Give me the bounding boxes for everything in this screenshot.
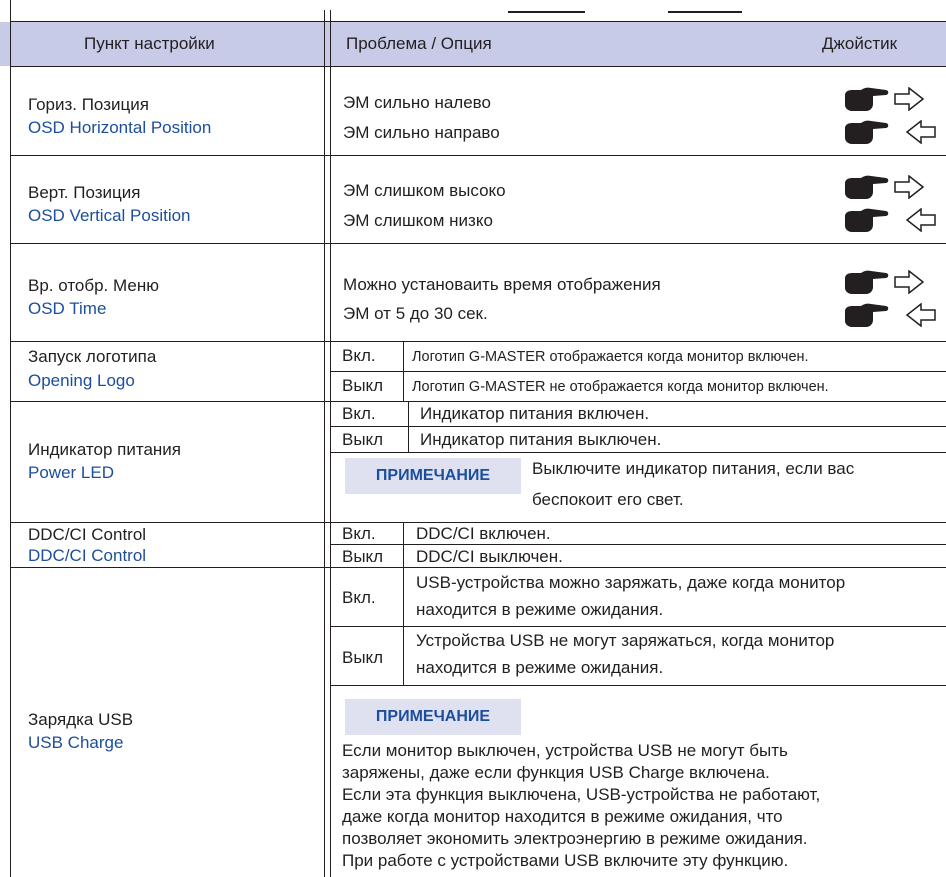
usb-on-label: Вкл. xyxy=(342,588,376,607)
header-top-line xyxy=(10,21,946,22)
logo-sub-line xyxy=(331,371,946,372)
usb-note-line: Если эта функция выключена, USB-устройства не работают, xyxy=(342,785,821,804)
usb-label-en: USB Charge xyxy=(28,733,124,752)
h-pos-line1: ЭМ сильно налево xyxy=(343,93,491,112)
logo-vsep xyxy=(403,341,404,401)
usb-off-desc-2: находится в режиме ожидания. xyxy=(416,658,664,677)
header-problem-column: Проблема / Опция xyxy=(346,34,492,53)
osd-time-line2: ЭМ от 5 до 30 сек. xyxy=(343,304,488,323)
joystick-left-icon xyxy=(843,120,937,144)
usb-note-line: При работе с устройствами USB включите эту функцию. xyxy=(342,851,789,870)
joystick-right-icon xyxy=(843,87,937,111)
header-item-column: Пункт настройки xyxy=(84,34,215,53)
v-pos-line1: ЭМ слишком высоко xyxy=(343,181,506,200)
usb-note-line: заряжены, даже если функция USB Charge включена. xyxy=(342,763,770,782)
ddc-off-label: Выкл xyxy=(342,547,384,566)
usb-note-line: даже когда монитор находится в режиме ожидания, что xyxy=(342,807,783,826)
usb-note-line: Если монитор выключен, устройства USB не могут быть xyxy=(342,741,788,760)
logo-on-label: Вкл. xyxy=(342,346,376,365)
usb-vsep xyxy=(403,567,404,685)
row-sep-6 xyxy=(10,567,946,568)
logo-off-label: Выкл xyxy=(342,376,384,395)
joystick-right-icon xyxy=(843,175,937,199)
usb-on-desc-1: USB-устройства можно заряжать, даже когда монитор xyxy=(416,573,846,592)
v-pos-label-en: OSD Vertical Position xyxy=(28,206,191,225)
logo-off-desc: Логотип G-MASTER не отображается когда монитор включен. xyxy=(412,379,829,395)
h-pos-label-ru: Гориз. Позиция xyxy=(28,95,149,114)
top-underline-left xyxy=(508,0,585,13)
divider-a xyxy=(324,10,325,877)
h-pos-label-en: OSD Horizontal Position xyxy=(28,118,212,137)
led-note-line2: беспокоит его свет. xyxy=(532,490,684,509)
led-note-badge: ПРИМЕЧАНИЕ xyxy=(345,458,521,494)
logo-label-ru: Запуск логотипа xyxy=(28,347,157,366)
ddc-label-ru: DDC/CI Control xyxy=(28,525,147,544)
led-sub-line-2 xyxy=(331,452,946,453)
ddc-label-en: DDC/CI Control xyxy=(28,546,147,565)
header-bottom-line xyxy=(10,66,946,67)
led-on-label: Вкл. xyxy=(342,404,376,423)
usb-note-line: позволяет экономить электроэнергию в режиме ожидания. xyxy=(342,829,808,848)
row-sep-3 xyxy=(10,341,946,342)
led-label-ru: Индикатор питания xyxy=(28,440,181,459)
led-label-en: Power LED xyxy=(28,463,114,482)
ddc-vsep xyxy=(403,522,404,567)
left-border xyxy=(10,0,11,877)
v-pos-label-ru: Верт. Позиция xyxy=(28,183,141,202)
usb-on-desc-2: находится в режиме ожидания. xyxy=(416,600,664,619)
row-sep-4 xyxy=(10,401,946,402)
divider-b xyxy=(330,10,331,877)
led-sub-line-1 xyxy=(331,426,946,427)
ddc-on-label: Вкл. xyxy=(342,524,376,543)
usb-off-desc-1: Устройства USB не могут заряжаться, когда монитор xyxy=(416,631,835,650)
usb-sub-line-2 xyxy=(331,685,946,686)
row-sep-2 xyxy=(10,243,946,244)
logo-on-desc: Логотип G-MASTER отображается когда монитор включен. xyxy=(412,349,809,365)
led-off-label: Выкл xyxy=(342,430,384,449)
row-sep-5 xyxy=(10,522,946,523)
usb-sub-line-1 xyxy=(331,626,946,627)
usb-note-text xyxy=(342,740,942,872)
led-on-desc: Индикатор питания включен. xyxy=(420,404,650,423)
usb-off-label: Выкл xyxy=(342,648,384,667)
osd-time-label-ru: Вр. отобр. Меню xyxy=(28,276,159,295)
v-pos-line2: ЭМ слишком низко xyxy=(343,211,493,230)
joystick-right-icon xyxy=(843,270,937,294)
led-note-line1: Выключите индикатор питания, если вас xyxy=(532,459,855,478)
joystick-left-icon xyxy=(843,208,937,232)
row-sep-1 xyxy=(10,155,946,156)
osd-time-line1: Можно установаить время отображения xyxy=(343,275,661,294)
usb-note-badge: ПРИМЕЧАНИЕ xyxy=(345,699,521,735)
led-off-desc: Индикатор питания выключен. xyxy=(420,430,662,449)
usb-label-ru: Зарядка USB xyxy=(28,710,134,729)
top-underline-right xyxy=(668,0,742,13)
logo-label-en: Opening Logo xyxy=(28,371,135,390)
ddc-sub-line xyxy=(331,544,946,545)
joystick-left-icon xyxy=(843,303,937,327)
h-pos-line2: ЭМ сильно направо xyxy=(343,123,500,142)
led-vsep xyxy=(408,401,409,452)
ddc-off-desc: DDC/CI выключен. xyxy=(416,547,563,566)
osd-time-label-en: OSD Time xyxy=(28,299,107,318)
header-joystick-column: Джойстик xyxy=(822,34,898,53)
ddc-on-desc: DDC/CI включен. xyxy=(416,524,551,543)
